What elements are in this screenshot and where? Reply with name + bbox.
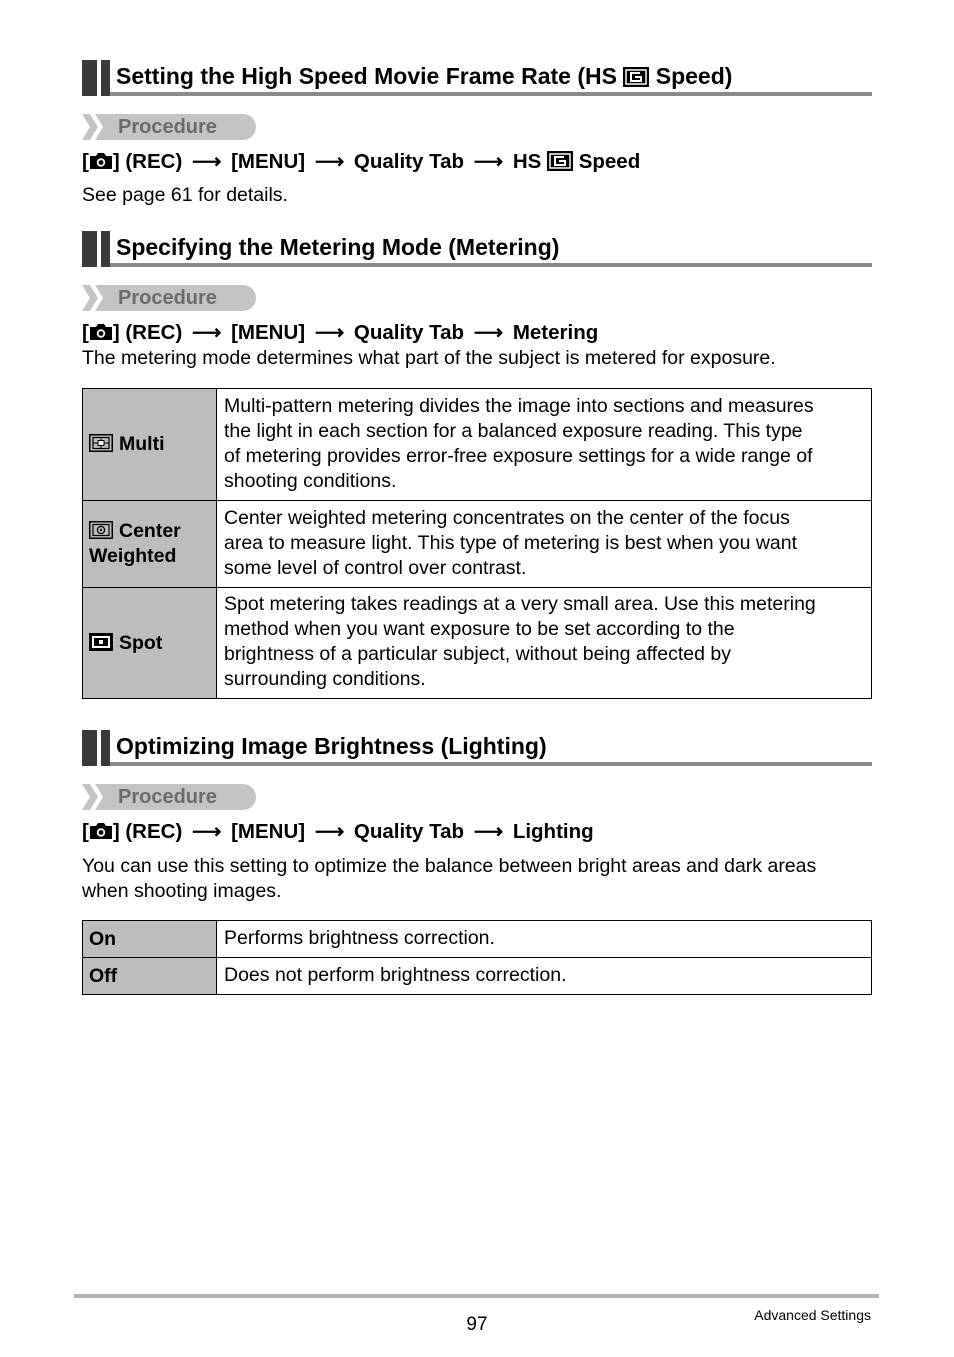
hs-movie-icon bbox=[623, 67, 649, 87]
camera-icon bbox=[89, 323, 113, 341]
header-bar bbox=[101, 730, 110, 766]
table-row bbox=[83, 921, 872, 958]
table-value: Spot metering takes readings at a very small area. Use this metering method when you want exposure to be set according to the brightness of a particular subject, without being affected by surrounding conditions. bbox=[217, 588, 872, 699]
procedure-step: [ ] (REC) ⟶ [MENU] ⟶ Quality Tab ⟶ Metering bbox=[82, 321, 599, 344]
table-key: Center Weighted bbox=[83, 501, 217, 588]
body-text: See page 61 for details. bbox=[82, 184, 288, 206]
header-bar bbox=[101, 231, 110, 267]
hs-movie-icon bbox=[547, 151, 573, 171]
section-header-lighting bbox=[82, 730, 872, 766]
arrow-right-icon: ⟶ bbox=[473, 321, 504, 344]
camera-icon bbox=[89, 822, 113, 840]
table-value: Center weighted metering concentrates on the center of the focus area to measure light. This type of metering is best when you want some level of control over contrast. bbox=[217, 501, 872, 588]
header-rule bbox=[110, 762, 872, 766]
table-row bbox=[83, 389, 872, 501]
procedure-label: Procedure bbox=[82, 784, 256, 810]
arrow-right-icon: ⟶ bbox=[473, 150, 504, 173]
arrow-right-icon: ⟶ bbox=[314, 321, 345, 344]
multi-metering-icon bbox=[89, 434, 113, 452]
procedure-step: [ ] (REC) ⟶ [MENU] ⟶ Quality Tab ⟶ Lighting bbox=[82, 820, 594, 843]
footer-rule bbox=[74, 1294, 879, 1298]
table-key: On bbox=[83, 921, 217, 958]
section-header-metering bbox=[82, 231, 872, 267]
table-row bbox=[83, 588, 872, 699]
section-title: Specifying the Metering Mode (Metering) bbox=[116, 234, 560, 260]
body-text: You can use this setting to optimize the balance between bright areas and dark areas when shooting images. bbox=[82, 855, 817, 902]
section-title: Setting the High Speed Movie Frame Rate (HS Speed) bbox=[116, 63, 733, 89]
header-bar bbox=[82, 60, 97, 96]
lighting-table bbox=[82, 920, 872, 995]
table-value: Performs brightness correction. bbox=[217, 921, 872, 958]
page-number: 97 bbox=[466, 1314, 488, 1335]
camera-icon bbox=[89, 152, 113, 170]
section-title: Optimizing Image Brightness (Lighting) bbox=[116, 733, 547, 759]
header-rule bbox=[110, 92, 872, 96]
procedure-step: [ ] (REC) ⟶ [MENU] ⟶ Quality Tab ⟶ HS Speed bbox=[82, 150, 641, 173]
footer-section-name: Advanced Settings bbox=[754, 1307, 871, 1323]
arrow-right-icon: ⟶ bbox=[473, 820, 504, 843]
center-weighted-metering-icon bbox=[89, 521, 113, 539]
procedure-label: Procedure bbox=[82, 285, 256, 311]
arrow-right-icon: ⟶ bbox=[192, 321, 222, 344]
table-key: Spot bbox=[83, 588, 217, 699]
header-bar bbox=[82, 231, 97, 267]
arrow-right-icon: ⟶ bbox=[314, 820, 345, 843]
table-key: Off bbox=[83, 958, 217, 995]
arrow-right-icon: ⟶ bbox=[192, 820, 222, 843]
section-header-hs-speed bbox=[82, 60, 872, 96]
arrow-right-icon: ⟶ bbox=[192, 150, 222, 173]
header-bar bbox=[82, 730, 97, 766]
spot-metering-icon bbox=[89, 633, 113, 651]
table-row bbox=[83, 958, 872, 995]
header-rule bbox=[110, 263, 872, 267]
body-text: The metering mode determines what part of the subject is metered for exposure. bbox=[82, 347, 776, 369]
table-row bbox=[83, 501, 872, 588]
arrow-right-icon: ⟶ bbox=[314, 150, 345, 173]
header-bar bbox=[101, 60, 110, 96]
table-key: Multi bbox=[83, 389, 217, 501]
table-value: Does not perform brightness correction. bbox=[217, 958, 872, 995]
table-value: Multi-pattern metering divides the image into sections and measures the light in each section for a balanced exposure reading. This type of metering provides error-free exposure settings for a wide range of shooting conditions. bbox=[217, 389, 872, 501]
procedure-label: Procedure bbox=[82, 114, 256, 140]
metering-table bbox=[82, 388, 872, 699]
